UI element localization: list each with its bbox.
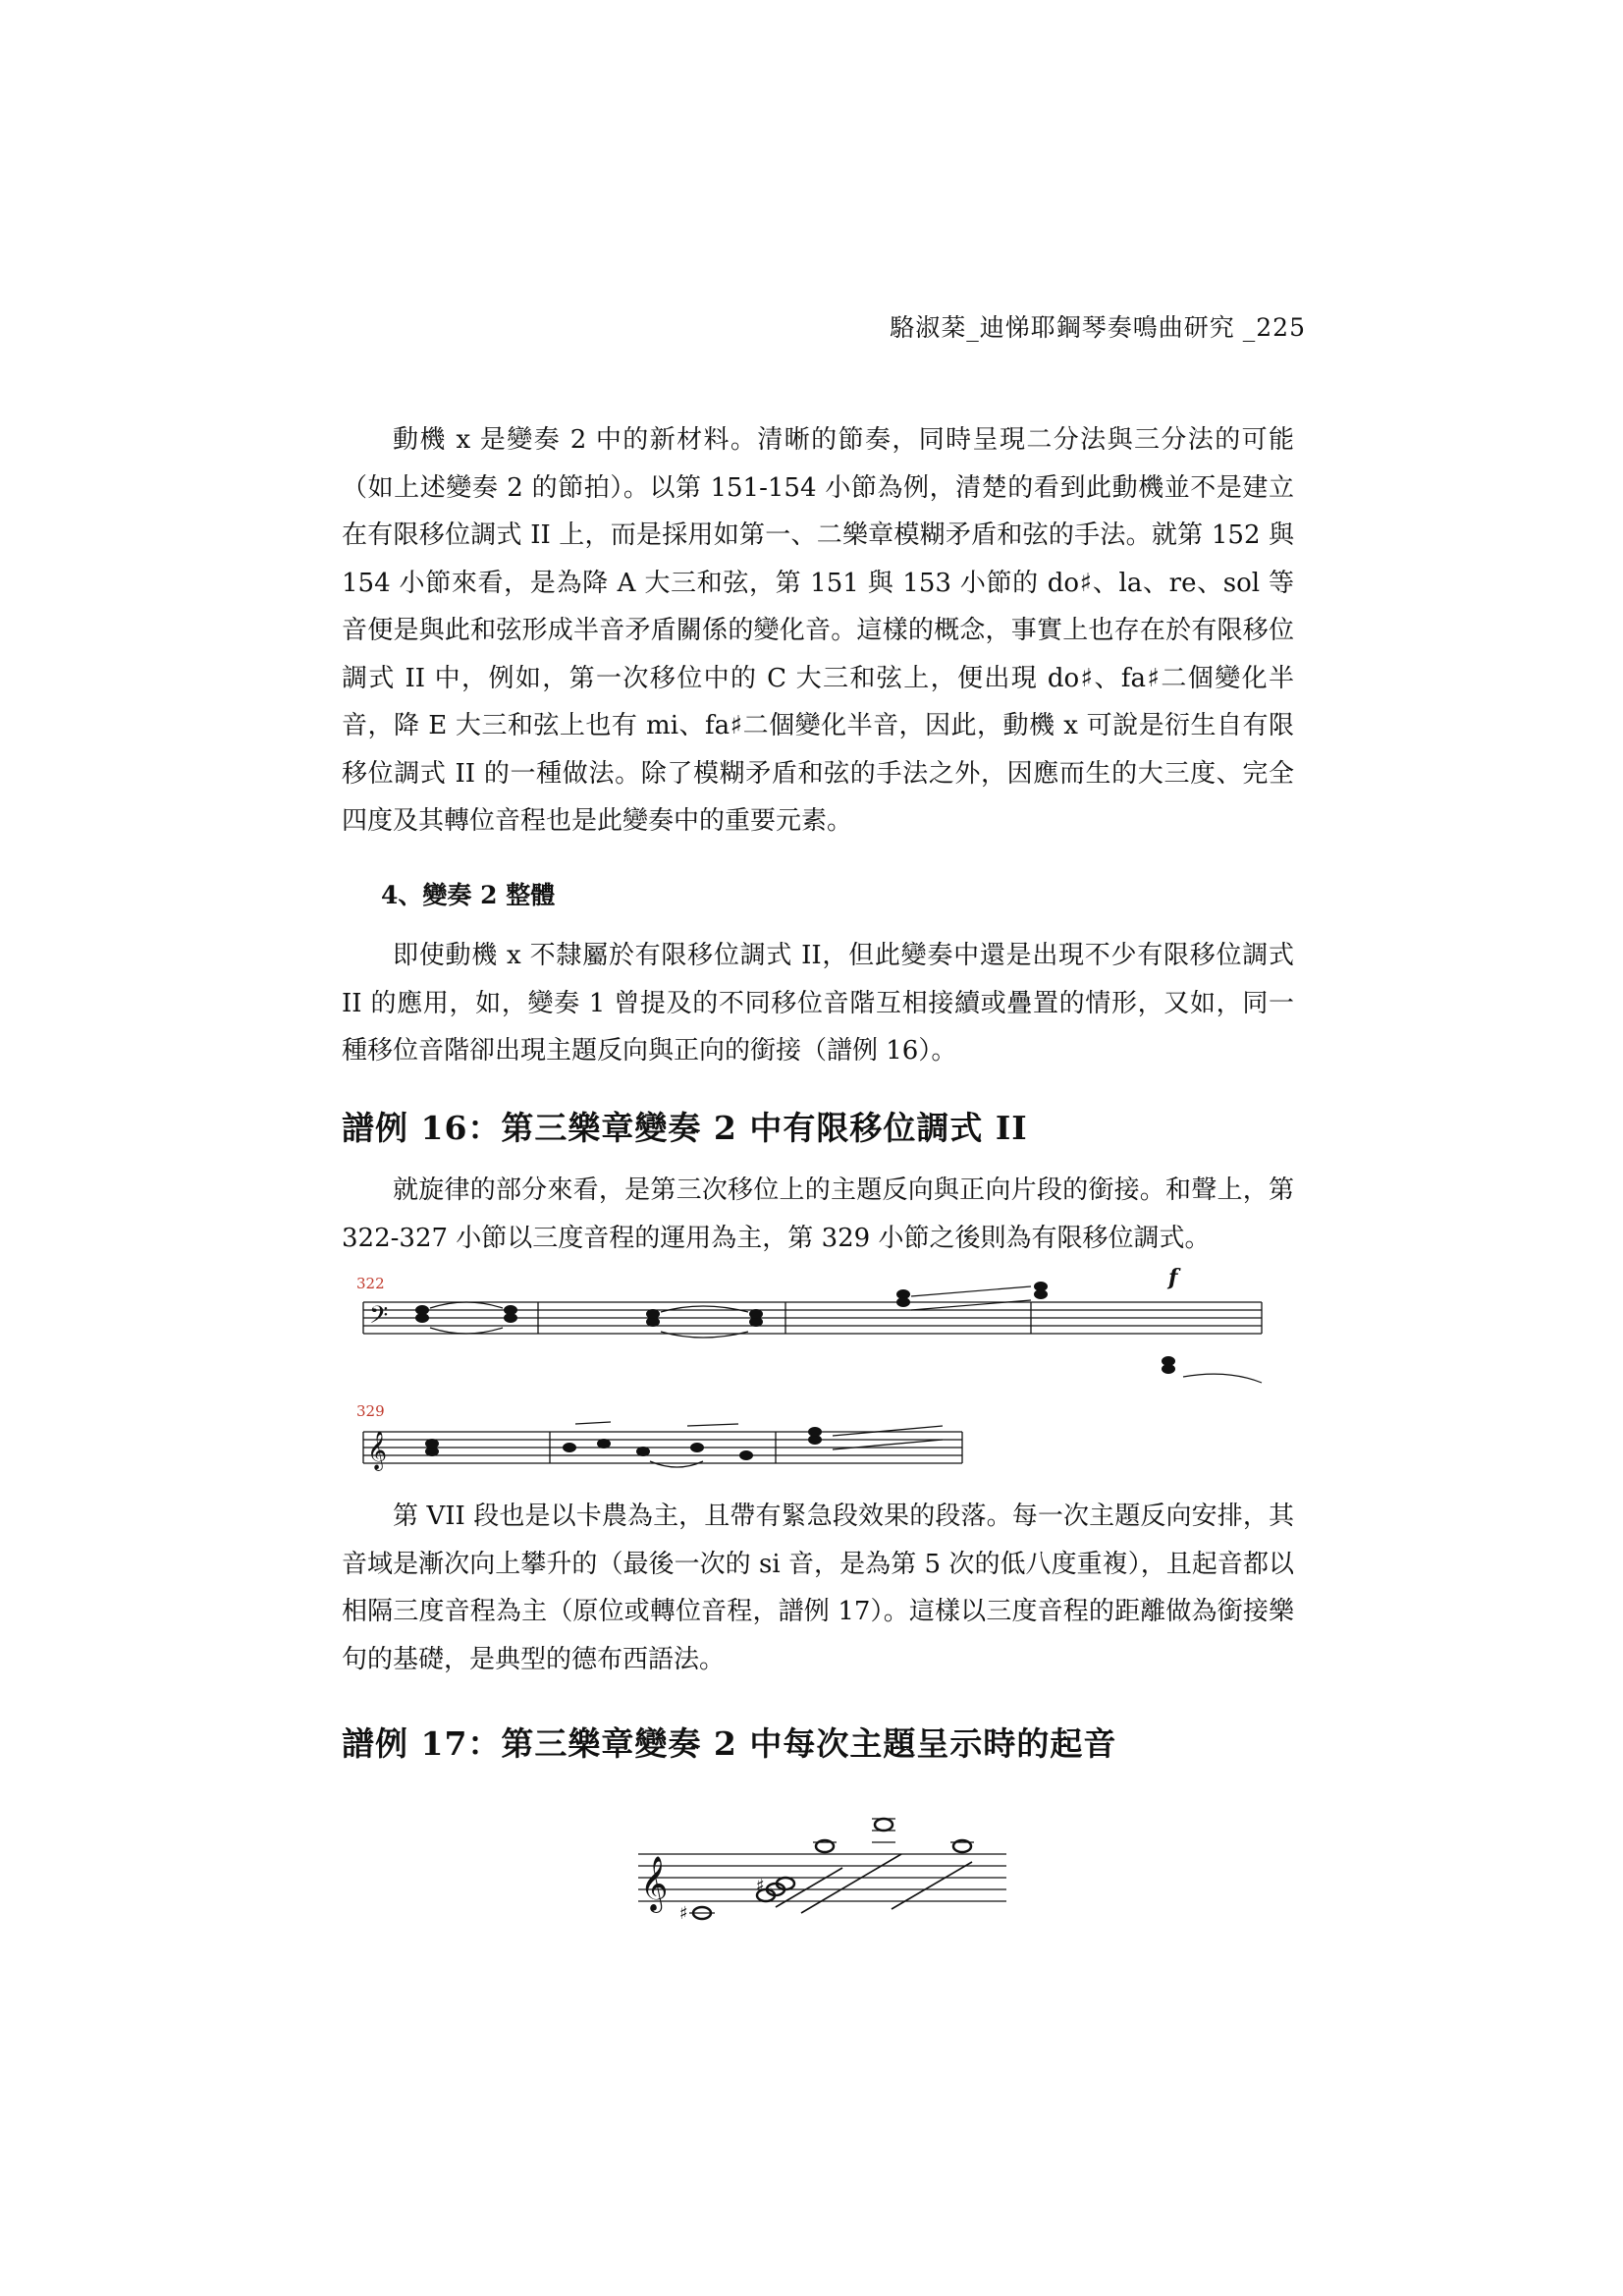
section-heading: 4、變奏 2 整體 [381, 881, 556, 909]
bass-clef-icon: 𝄢 [369, 1301, 389, 1336]
example-17-title: 譜例 17：第三樂章變奏 2 中每次主題呈示時的起音 [342, 1724, 1117, 1763]
running-title: 駱淑棻_迪悌耶鋼琴奏鳴曲研究 [890, 313, 1235, 342]
example-16-title: 譜例 16：第三樂章變奏 2 中有限移位調式 II [342, 1109, 1028, 1147]
treble-clef-icon-ex17: 𝄞 [640, 1856, 669, 1911]
treble-clef-icon: 𝄞 [367, 1431, 388, 1470]
staff-system-2 [363, 1432, 962, 1463]
paragraph-variation-2: 即使動機 x 不隸屬於有限移位調式 II，但此變奏中還是出現不少有限移位調式 II 的應用，如，變奏 1 曾提及的不同移位音階互相接續或疊置的情形，又如，同一種移位音階卻出現主題反向與正向的銜接（譜例 16）。 [342, 941, 1294, 1066]
running-header [890, 308, 1306, 344]
staff-example-17 [638, 1854, 1006, 1901]
connecting-slashes [776, 1854, 972, 1913]
whole-notes [693, 1819, 971, 1919]
measure-number-329: 329 [356, 1402, 385, 1420]
musical-score-example-16 [353, 1267, 1276, 1503]
musical-score-example-17 [628, 1797, 1011, 1925]
notes-system-1 [415, 1282, 1175, 1374]
page-number: _225 [1242, 313, 1306, 342]
ties-system-1 [430, 1286, 1262, 1383]
measure-number-322: 322 [356, 1275, 385, 1292]
sharp-icon-2: ♯ [756, 1876, 765, 1896]
sharp-icon: ♯ [679, 1903, 688, 1924]
dynamic-forte: f [1168, 1267, 1178, 1290]
paragraph-section-vii: 第 VII 段也是以卡農為主，且帶有緊急段效果的段落。每一次主題反向安排，其音域是漸次向上攀升的（最後一次的 si 音，是為第 5 次的低八度重複），且起音都以相隔三度音程為主（原位或轉位音程，譜例 17）。這樣以三度音程的距離做為銜接樂句的基礎，是典型的德布西語法。 [342, 1502, 1294, 1674]
paragraph-melody: 就旋律的部分來看，是第三次移位上的主題反向與正向片段的銜接。和聲上，第 322-327 小節以三度音程的運用為主，第 329 小節之後則為有限移位調式。 [342, 1175, 1294, 1253]
paragraph-motive-x: 動機 x 是變奏 2 中的新材料。清晰的節奏，同時呈現二分法與三分法的可能（如上述變奏 2 的節拍）。以第 151-154 小節為例，清楚的看到此動機並不是建立在有限移位調式 II 上，而是採用如第一、二樂章模糊矛盾和弦的手法。就第 152 與 154 小節來看，是為降 A 大三和弦，第 151 與 153 小節的 do♯、la、re、sol 等音便是與此和弦形成半音矛盾關係的變化音。這樣的概念，事實上也存在於有限移位調式 II 中，例如，第一次移位中的 C 大三和弦上，便出現 do♯、fa♯二個變化半音，降 E 大三和弦上也有 mi、fa♯二個變化半音，因此，動機 x 可說是衍生自有限移位調式 II 的一種做法。除了模糊矛盾和弦的手法之外，因應而生的大三度、完全四度及其轉位音程也是此變奏中的重要元素。 [342, 425, 1294, 836]
beams-system-2 [575, 1422, 943, 1467]
